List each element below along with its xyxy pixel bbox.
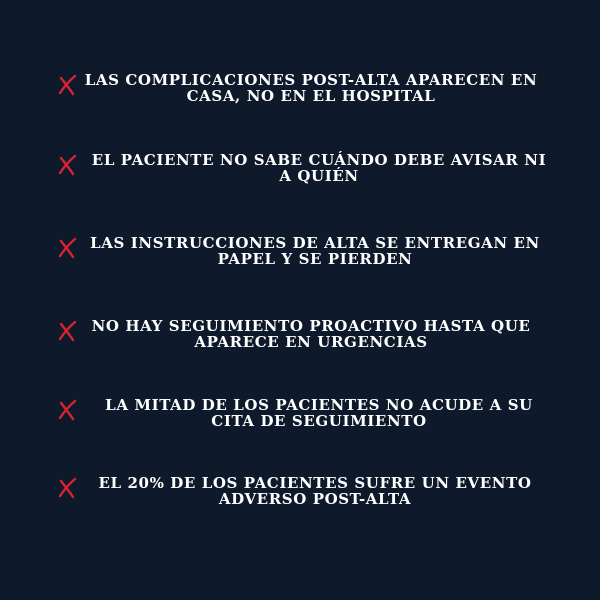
list-item <box>0 72 600 112</box>
list-item-text: LAS COMPLICACIONES POST-ALTA APARECEN EN CASA, NO EN EL HOSPITAL <box>84 71 538 105</box>
cross-mark-icon <box>56 74 78 96</box>
list-item <box>0 152 600 192</box>
list-item <box>0 397 600 437</box>
list-item-text: NO HAY SEGUIMIENTO PROACTIVO HASTA QUE APARECE EN URGENCIAS <box>91 317 531 351</box>
list-item <box>0 318 600 358</box>
list-item-text: EL PACIENTE NO SABE CUÁNDO DEBE AVISAR NI A QUIÉN <box>91 151 547 185</box>
cross-mark-icon <box>56 237 78 259</box>
cross-mark-icon <box>56 477 78 499</box>
list-item-text: LAS INSTRUCCIONES DE ALTA SE ENTREGAN EN PAPEL Y SE PIERDEN <box>90 234 540 268</box>
list-item <box>0 475 600 515</box>
cross-mark-icon <box>56 154 78 176</box>
cross-mark-icon <box>56 399 78 421</box>
list-item-text: EL 20% DE LOS PACIENTES SUFRE UN EVENTO ADVERSO POST-ALTA <box>98 474 532 508</box>
list-item <box>0 235 600 275</box>
list-item-text: LA MITAD DE LOS PACIENTES NO ACUDE A SU CITA DE SEGUIMIENTO <box>105 396 533 430</box>
cross-mark-icon <box>56 320 78 342</box>
